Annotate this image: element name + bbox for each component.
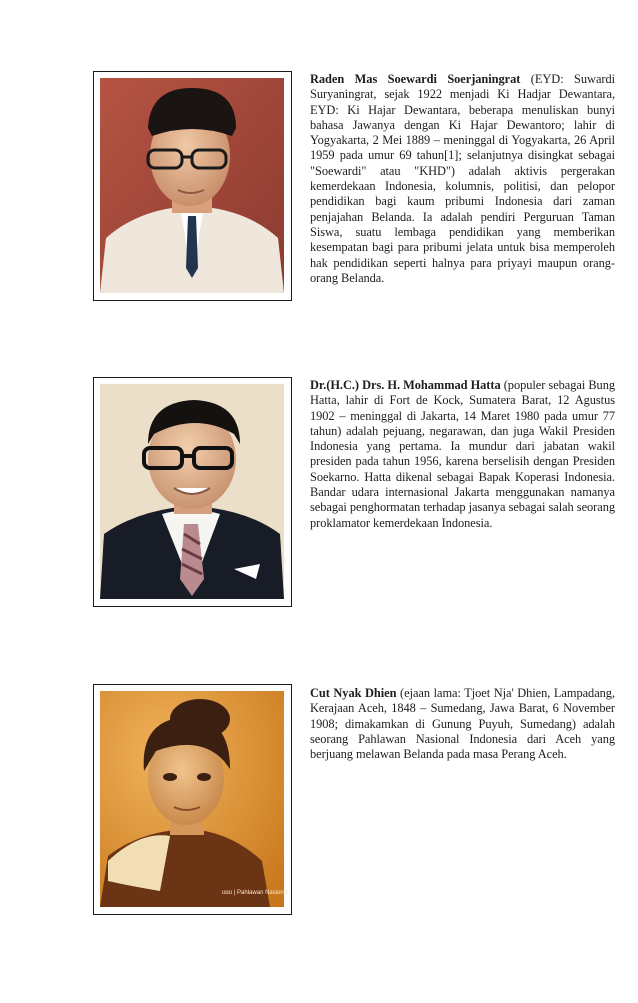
portrait-watermark: ʊɑʊ | Pahlawan Nasional bbox=[222, 890, 289, 896]
portrait-frame bbox=[93, 377, 292, 607]
biography-text bbox=[310, 378, 615, 531]
person-name: Cut Nyak Dhien bbox=[310, 686, 397, 700]
biography-text bbox=[310, 686, 615, 762]
portrait-frame bbox=[93, 684, 292, 915]
biography-description: (ejaan lama: Tjoet Nja' Dhien, Lampadang, Kerajaan Aceh, 1848 – Sumedang, Jawa Barat, 6 November 1908; dimakamkan di Gunung Puyuh, Sumedang) adalah seorang Pahlawan Nasional Indonesia dari Aceh yang berjuang melawan Belanda pada masa Perang Aceh. bbox=[310, 686, 615, 762]
biography-description: (EYD: Suwardi Suryaningrat, sejak 1922 menjadi Ki Hadjar Dewantara, EYD: Ki Hajar Dewantara, beberapa menuliskan bunyi bahasa Jawanya dengan Ki Hajar Dewantoro; lahir di Yogyakarta, 2 Mei 1889 – meninggal di Yogyakarta, 26 April 1959 pada umur 69 tahun[1]; selanjutnya disingkat sebagai "Soewardi" atau "KHD") adalah aktivis pergerakan kemerdekaan Indonesia, kolumnis, politisi, dan pelopor pendidikan bagi kaum pribumi Indonesia dari zaman penjajahan Belanda. Ia adalah pendiri Perguruan Taman Siswa, suatu lembaga pendidikan yang memberikan kesempatan bagi para pribumi jelata untuk bisa memperoleh hak pendidikan seperti halnya para priyayi maupun orang-orang Belanda. bbox=[310, 72, 616, 285]
portrait-frame bbox=[93, 71, 292, 301]
biography-text bbox=[310, 72, 615, 286]
portrait-cut-nyak-dhien bbox=[100, 691, 284, 907]
portrait-mohammad-hatta bbox=[100, 384, 284, 599]
portrait-ki-hajar-dewantara bbox=[100, 78, 284, 293]
biography-description: (populer sebagai Bung Hatta, lahir di Fort de Kock, Sumatera Barat, 12 Agustus 1902 – meninggal di Jakarta, 14 Maret 1980 pada umur 77 tahun) adalah pejuang, negarawan, dan juga Wakil Presiden Indonesia yang pertama. Ia mundur dari jabatan wakil presiden pada tahun 1956, karena berselisih dengan Presiden Soekarno. Hatta dikenal sebagai Bapak Koperasi Indonesia. Bandar udara internasional Jakarta menggunakan namanya sebagai penghormatan terhadap jasanya sebagai salah seorang proklamator kemerdekaan Indonesia. bbox=[310, 378, 615, 530]
person-name: Raden Mas Soewardi Soerjaningrat bbox=[310, 72, 521, 86]
person-name: Dr.(H.C.) Drs. H. Mohammad Hatta bbox=[310, 378, 501, 392]
